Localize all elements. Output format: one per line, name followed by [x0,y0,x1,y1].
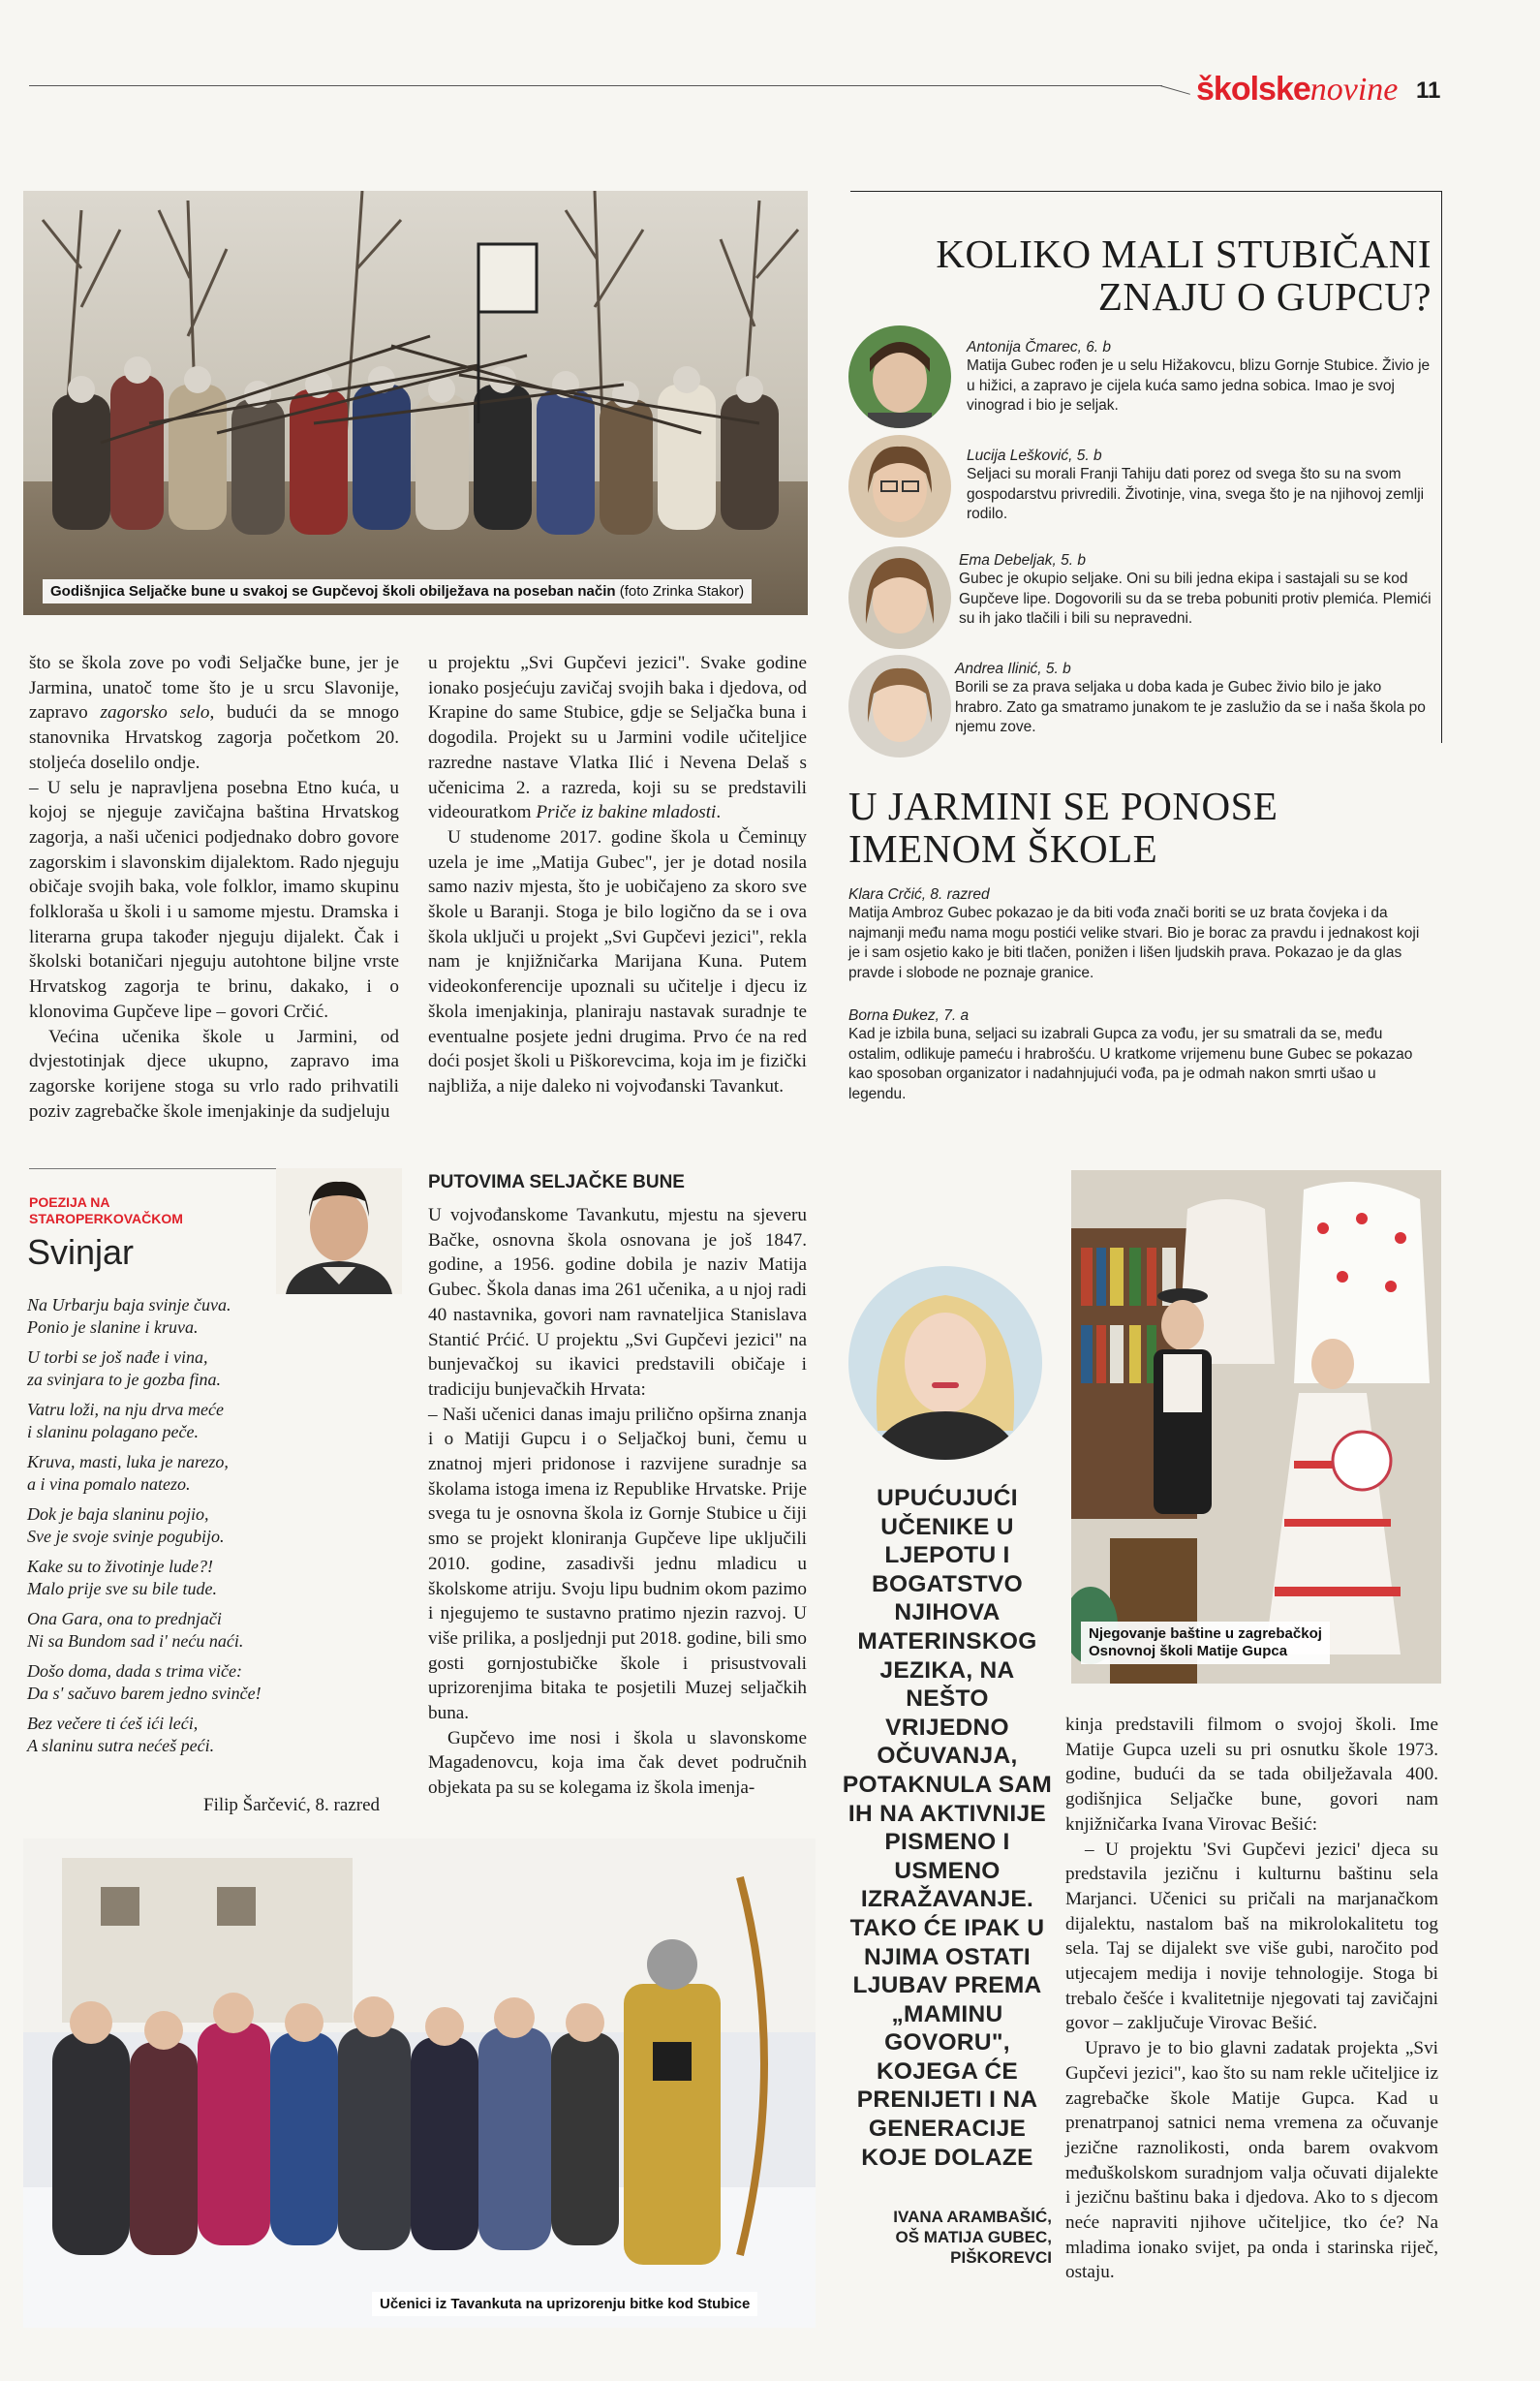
quote-block [967,339,1432,417]
article-paragraph: – Naši učenici danas imaju prilično opširna znanja i o Matiji Gupcu i o Seljačkoj buni, čemu u znatnoj mjeri pridonose i razvijene suradnje sa školama istoga imena iz Republike Hrvatske. Prije svega tu je osnovna škola iz Gornje Stubice u čiji smo se projekt kloniranja Gupčeve lipe uključili 2010. godine, zasadivši jednu mladicu u školskome atriju. Svoju lipu budnim okom pazimo i njegujemo te sustavno pratimo njezin razvoj. U više prilika, a posljednji put 2018. godine, bili smo gosti gornjostubičke škole i prisustvovali uprizorenjima bitaka te posjetili Muzej seljačkih buna. [428,1404,807,1724]
avatar [848,655,951,758]
poem-stanza: Bez večere ti ćeš ići leći, A slaninu sutra nećeš peći. [27,1714,215,1755]
poem-stanza: Došo doma, dada s trima viče: Da s' sačuvo barem jedno svinče! [27,1661,262,1703]
sidebar-top-rule [850,191,1441,192]
article-paragraph: U studenome 2017. godine škola u Čeminцу uzela je ime „Matija Gubec", jer je dotad nosila samo naziv mjesta, što je uobičajeno za skoro sve škole u Baranji. Stoga je bilo logično da se i ova škola uključi u projekt „Svi Gupčevi jezici", rekla nam je knjižničarka Marijana Kuna. Putem videokonferencije upoznali su učitelje i djecu iz škola imenjakinja, planiraju nastavak suradnje te eventualne posjete jedni drugima. Prvo će na red doći posjet školi u Piškorevcima, koja im je fizički najbliža, a nije daleko ni vojvođanski Tavankut. [428,826,807,1097]
quote-text: Matija Gubec rođen je u selu Hižakovcu, blizu Gornje Stubice. Živio je u hižici, a zapravo je cijela kuća samo jedna sobica. Imao je svoj vinograd i bio je seljak. [967,357,1431,414]
section-subhead: PUTOVIMA SELJAČKE BUNE [428,1172,685,1192]
sidebar2-title: U JARMINI SE PONOSE IMENOM ŠKOLE [848,784,1278,871]
heritage-costumes-image [1071,1170,1441,1684]
quote-author: Klara Crčić, 8. razred [848,886,990,903]
article-column-2-top [428,651,807,1099]
page-number: 11 [1416,77,1441,104]
quote-text: Kad je izbila buna, seljaci su izabrali Gupca za vođu, jer su smatrali da se, među ostalim, odlikuje pameću i hrabrošću. U kratkome vrijemenu bune Gubec se pokazao kao sposoban organizator i nadahnjujući vođa, pa je odmah nakon smrti ušao u legendu. [848,1026,1413,1102]
quote-text: Gubec je okupio seljake. Oni su bili jedna ekipa i sastajali su se kod Gupčeve lipe. Dogovorili su da se treba pobuniti protiv plemića. Plemići su ih jako tlačili i bili su nepravedni. [959,571,1432,627]
quote-text: Matija Ambroz Gubec pokazao je da biti vođa znači boriti se uz brata čovjeka i da najmanji među nama mogu postići velike stvari. Bio je borac za pravdu i jednakost koji je i sam osjetio kako je biti tlačen, ponižen i lišen ljudskih prava. Pokazao je da glas pravde i slobode ne poznaje granice. [848,905,1420,981]
quote-author: Antonija Čmarec, 6. b [967,339,1112,356]
pull-quote: UPUĆUJUĆI UČENIKE U LJEPOTU I BOGATSTVO NJIHOVA MATERINSKOG JEZIKA, NA NEŠTO VRIJEDNO OČUVANJA, POTAKNULA SAM IH NA AKTIVNIJE PISMENO I USMENO IZRAŽAVANJE. TAKO ĆE IPAK U NJIMA OSTATI LJUBAV PREMA „MAMINU GOVORU", KOJEGA ĆE PRENIJETI I NA GENERACIJE KOJE DOLAZE [842,1485,1053,2171]
quote-text: Borili se za prava seljaka u doba kada je Gubec živio bilo je jako hrabro. Zato ga smatramo junakom te je zaslužio da se i naša škola po njemu zove. [955,679,1426,735]
article-paragraph: Upravo je to bio glavni zadatak projekta „Svi Gupčevi jezici", kao što su nam rekle učiteljice iz zagrebačke škole Matije Gupca. Kad u prenatrpanoj satnici nema vremena za očuvanje jezične raznolikosti, onda barem ovakvom međuškolskom suradnjom valja očuvati dijalekte i jezičnu baštinu baka i djedova. Ako to s djecom neće napraviti njihove učiteljice, tko će? Na mladima ionako svijet, pa onda i starinska riječ, ostaju. [1065,2038,1438,2283]
interviewee-photo [848,1266,1042,1460]
avatar [848,546,951,649]
article-column-2-bottom [428,1203,807,1801]
article-paragraph: U vojvođanskome Tavankutu, mjestu na sjeveru Bačke, osnovna škola osnovana je još 1847. godine, a 1956. godine dobila je naziv Matija Gubec. Škola danas ima 261 učenika, a u njoj radi 40 nastavnika, govori nam ravnateljica Stanislava Stantić Prćić. U projektu „Svi Gupčevi jezici" na bunjevačkoj su ikavici predstavili običaje i tradiciju bunjevačkih Hrvata: [428,1205,807,1400]
poem-stanza: Na Urbarju baja svinje čuva. Ponio je slanine i kruva. [27,1295,231,1337]
article-paragraph: u projektu „Svi Gupčevi jezici". Svake godine ionako posjećuju zavičaj svojih baka i djedova, od Krapine do same Stubice, gdje se Seljačka buna i dogodila. Projekt su u Jarmini vodile učiteljice razredne nastave Vlatka Ilić i Nevena Delaš s učenicima 2. a razreda, koji su se predstavili videouratkom Priče iz bakine mladosti. [428,653,807,823]
poet-photo [276,1168,402,1294]
quote-author: Andrea Ilinić, 5. b [955,661,1071,677]
publication-logo: školskenovine [1196,71,1399,108]
avatar [848,325,951,428]
sidebar-right-rule [1441,191,1442,743]
article-column-4 [1065,1713,1438,2285]
avatar [848,435,951,538]
poem-stanza: Kake su to životinje lude?! Malo prije sve su bile tude. [27,1557,217,1598]
poem-stanza: Vatru loži, na nju drva meće i slaninu polagano peče. [27,1400,224,1441]
right-photo [1071,1170,1441,1684]
sidebar1-title: KOLIKO MALI STUBIČANI ZNAJU O GUPCU? [936,232,1432,319]
top-photo [23,191,808,615]
article-paragraph: – U selu je napravljena posebna Etno kuća, u kojoj se njeguje zavičajna baština Hrvatskog zagorja, a naši učenici podjednako dobro govore zagorskim i slavonskim dijalektom. Rado njeguju običaje svojih baka, vole folklor, imamo skupinu folkloraša u školi i u samome mjestu. Dramska i literarna grupa također njeguju dijalekt. Čak i školski botaničari njeguju autohtone biljne vrste Hrvatskog zagorja te brinu, dakako, i o klonovima Gupčeve lipe – govori Crčić. [29,777,399,1022]
battle-reenactment-image [23,191,808,615]
article-paragraph: što se škola zove po vođi Seljačke bune, jer je Jarmina, unatoč tome što je u srcu Slavonije, zapravo zagorsko selo, budući da se mnogo stanovnika Hrvatskog zagorja početkom 20. stoljeća doselilo ondje. [29,653,400,773]
poem-body [27,1294,395,1765]
bottom-photo-caption: Učenici iz Tavankuta na uprizorenju bitke kod Stubice [372,2292,757,2316]
quote-block [955,661,1432,738]
article-paragraph: kinja predstavili filmom o svojoj školi. Ime Matije Gupca uzeli su pri osnutku škole 1973. godine, budući da se tada obilježavala 400. godišnjica Seljačke bune, govori nam knjižničarka Ivana Virovac Bešić: [1065,1715,1438,1835]
header-rule-slant [1160,85,1190,95]
quote-block [959,552,1432,630]
quote-block [848,1007,1432,1104]
article-column-1 [29,651,399,1124]
poem-kicker: POEZIJA NA STAROPERKOVAČKOM [29,1194,183,1226]
poem-title: Svinjar [27,1232,135,1272]
poem-stanza: Kruva, masti, luka je narezo, a i vina pomalo natezo. [27,1452,229,1494]
students-group-image [23,1839,816,2328]
bottom-photo [23,1839,816,2328]
article-paragraph: Većina učenika škole u Jarmini, od dvjestotinjak djece ukupno, zapravo ima zagorske korijene stoga su vrlo rado prihvatili poziv zagrebačke škole imenjakinje da sudjeluju [29,1026,399,1122]
article-paragraph: Gupčevo ime nosi i škola u slavonskome Magadenovcu, koja ima čak devet područnih objekata pa su se kolegama iz škola imenja- [428,1727,807,1799]
quote-author: Lucija Lešković, 5. b [967,448,1102,464]
quote-block [848,886,1432,983]
article-paragraph: – U projektu 'Svi Gupčevi jezici' djeca su predstavila jezičnu i kulturnu baštinu sela Marjanci. Učenici su pričali na marjanačkom dijalektu, nastalom baš na mikrolokalitetu tog sela. Taj se dijalekt sve više gubi, naročito pod utjecajem medija i novije tehnologije. Stoga bi trebalo češće i kvalitetnije njegovati taj zavičajni govor – zaključuje Virovac Bešić. [1065,1839,1438,2034]
right-photo-caption: Njegovanje baštine u zagrebačkoj Osnovnoj školi Matije Gupca [1081,1622,1330,1664]
poem-stanza: U torbi se još nađe i vina, za svinjara to je gozba fina. [27,1347,222,1389]
poem-stanza: Dok je baja slaninu pojio, Sve je svoje svinje pogubijo. [27,1504,225,1546]
quote-block [967,448,1432,525]
poem-stanza: Ona Gara, ona to prednjači Ni sa Bundom sad i' neću naći. [27,1609,244,1651]
quote-author: Ema Debeljak, 5. b [959,552,1086,569]
top-photo-caption: Godišnjica Seljačke bune u svakoj se Gupčevoj školi obilježava na poseban način (foto Zrinka Stakor) [43,579,752,603]
pull-quote-signature: IVANA ARAMBAŠIĆ, OŠ MATIJA GUBEC, PIŠKOREVCI [893,2208,1052,2267]
quote-author: Borna Đukez, 7. a [848,1007,970,1024]
poem-author: Filip Šarčević, 8. razred [203,1795,381,1815]
quote-text: Seljaci su morali Franji Tahiju dati porez od svega što su na svom gospodarstvu privredili. Životinje, vina, svega što je na njihovoj zemlji rodilo. [967,466,1425,522]
header-rule [29,85,1162,86]
